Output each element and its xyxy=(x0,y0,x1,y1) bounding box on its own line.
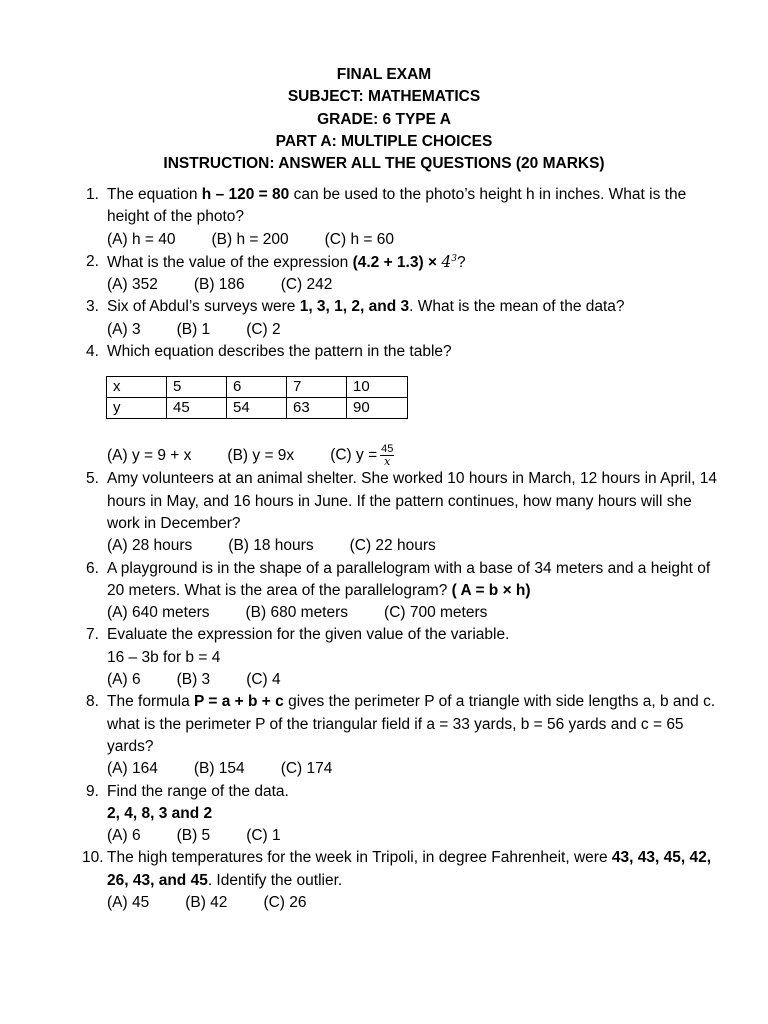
option-c[interactable]: (C) 22 hours xyxy=(349,537,436,555)
question-text xyxy=(107,847,726,892)
question-text xyxy=(107,184,726,229)
question-list xyxy=(82,184,726,914)
answer-options xyxy=(107,319,726,341)
text-part: can be used to the photo’s height h in inches. What is the height of the photo? xyxy=(107,186,687,226)
question-4 xyxy=(86,341,726,468)
pattern-table xyxy=(106,376,408,419)
question-text: Evaluate the expression for the given value of the variable. xyxy=(107,626,510,644)
question-number: 10. xyxy=(82,849,104,867)
answer-options xyxy=(107,602,726,624)
question-text: Which equation describes the pattern in the table? xyxy=(107,343,452,361)
bold-data: 43, 43, 45, 42, 26, 43, and 45 xyxy=(107,849,711,889)
text-part: The high temperatures for the week in Tripoli, in degree Fahrenheit, were xyxy=(107,849,612,867)
answer-options xyxy=(107,892,726,914)
table-cell: 6 xyxy=(227,377,287,398)
option-a[interactable]: (A) 28 hours xyxy=(107,537,193,555)
table-cell: x xyxy=(107,377,167,398)
table-cell: y xyxy=(107,398,167,419)
question-6 xyxy=(86,558,726,625)
question-text xyxy=(107,296,726,318)
fraction-numerator: 45 xyxy=(381,443,394,456)
question-number: 2. xyxy=(86,252,99,270)
text-part: ? xyxy=(456,253,466,271)
text-part: What is the value of the expression xyxy=(107,253,353,271)
answer-options xyxy=(107,229,726,251)
option-a[interactable]: (A) 6 xyxy=(107,827,141,845)
option-c[interactable]: (C) 700 meters xyxy=(384,604,488,622)
question-number: 8. xyxy=(86,693,99,711)
text-part: Six of Abdul’s surveys were xyxy=(107,298,300,316)
question-3 xyxy=(86,296,726,341)
question-text xyxy=(107,691,726,758)
text-part: The equation xyxy=(107,186,202,203)
exam-subject: SUBJECT: MATHEMATICS xyxy=(287,88,481,106)
option-c[interactable]: (C) 242 xyxy=(280,276,333,294)
exam-part: PART A: MULTIPLE CHOICES xyxy=(275,132,493,150)
option-b[interactable]: (B) 1 xyxy=(176,320,211,338)
question-number: 5. xyxy=(86,470,99,488)
option-c[interactable]: (C) 174 xyxy=(280,760,333,778)
table-cell: 63 xyxy=(287,398,347,419)
question-number: 7. xyxy=(86,626,99,644)
option-a[interactable]: (A) 3 xyxy=(107,320,141,338)
answer-options xyxy=(107,825,726,847)
question-1 xyxy=(86,184,726,251)
question-text: Find the range of the data. xyxy=(107,782,289,800)
fraction xyxy=(380,443,394,468)
table-cell: 5 xyxy=(167,377,227,398)
bold-data: 2, 4, 8, 3 and 2 xyxy=(107,804,213,822)
option-b[interactable]: (B) 154 xyxy=(193,760,245,778)
option-a[interactable]: (A) 164 xyxy=(107,760,158,778)
question-9 xyxy=(86,781,726,848)
option-c[interactable]: (C) 1 xyxy=(246,827,281,845)
answer-options xyxy=(107,758,726,780)
option-c[interactable]: (C) 26 xyxy=(263,894,307,912)
exam-header xyxy=(0,64,768,175)
question-number: 3. xyxy=(86,298,99,316)
option-a[interactable]: (A) 640 meters xyxy=(107,604,210,622)
table-cell: 90 xyxy=(347,398,408,419)
exam-instruction: INSTRUCTION: ANSWER ALL THE QUESTIONS (20 MARKS) xyxy=(163,155,605,173)
table-row xyxy=(107,377,408,398)
question-text xyxy=(107,251,726,274)
option-c[interactable]: (C) 2 xyxy=(246,320,281,338)
expression-line: 16 – 3b for b = 4 xyxy=(107,648,221,666)
option-c[interactable]: (C) h = 60 xyxy=(324,230,394,248)
answer-options xyxy=(107,443,726,468)
option-b[interactable]: (B) 18 hours xyxy=(228,537,314,555)
option-b[interactable]: (B) h = 200 xyxy=(211,230,289,248)
option-b[interactable]: (B) 186 xyxy=(193,276,245,294)
text-part: . What is the mean of the data? xyxy=(409,298,625,316)
option-a[interactable]: (A) 352 xyxy=(107,276,158,294)
option-b[interactable]: (B) 3 xyxy=(176,671,211,689)
table-cell: 10 xyxy=(347,377,408,398)
text-part: . Identify the outlier. xyxy=(207,871,343,889)
question-number: 9. xyxy=(86,782,99,800)
question-number: 4. xyxy=(86,343,99,361)
option-a[interactable]: (A) h = 40 xyxy=(107,230,176,248)
question-5 xyxy=(86,468,726,557)
bold-expression: (4.2 + 1.3) × xyxy=(352,253,438,271)
table-cell: 45 xyxy=(167,398,227,419)
text-part: A playground is in the shape of a parallelogram with a base of 34 meters and a height of 20 meters. What is the area of the parallelogram? xyxy=(107,559,711,599)
text-part: The formula xyxy=(107,693,195,711)
option-b[interactable]: (B) 42 xyxy=(185,894,228,912)
option-c-label: (C) y = xyxy=(330,446,378,464)
question-number: 6. xyxy=(86,559,99,577)
answer-options xyxy=(107,274,726,296)
question-8 xyxy=(86,691,726,780)
bold-formula: P = a + b + c xyxy=(194,693,284,711)
exam-title: FINAL EXAM xyxy=(336,66,432,83)
power-exponent: 3 xyxy=(451,253,457,264)
answer-options xyxy=(107,535,726,557)
exam-grade: GRADE: 6 TYPE A xyxy=(317,110,451,128)
power-base: 4 xyxy=(441,252,452,271)
option-a[interactable]: (A) 6 xyxy=(107,671,141,689)
option-a[interactable]: (A) y = 9 + x xyxy=(107,446,192,464)
table-cell: 7 xyxy=(287,377,347,398)
option-b[interactable]: (B) 680 meters xyxy=(245,604,349,622)
question-7 xyxy=(86,624,726,691)
bold-data: 1, 3, 1, 2, and 3 xyxy=(299,298,410,316)
table-row xyxy=(107,398,408,419)
text-part: gives the perimeter P of a triangle with side lengths a, b and c. what is the perimeter P of the triangular field if a = 33 yards, b = 56 yards and c = 65 yards? xyxy=(107,693,716,755)
table-cell: 54 xyxy=(227,398,287,419)
option-a[interactable]: (A) 45 xyxy=(107,894,150,912)
option-b[interactable]: (B) 5 xyxy=(176,827,211,845)
question-text xyxy=(107,558,726,603)
question-number: 1. xyxy=(86,186,99,203)
question-10 xyxy=(82,847,726,914)
fraction-denominator: x xyxy=(384,455,391,469)
question-2 xyxy=(86,251,726,297)
bold-equation: h – 120 = 80 xyxy=(201,186,290,203)
option-b[interactable]: (B) y = 9x xyxy=(227,446,295,464)
option-c[interactable] xyxy=(330,443,394,468)
question-text: Amy volunteers at an animal shelter. She worked 10 hours in March, 12 hours in April, 14 hours in May, and 16 hours in June. If the pattern continues, how many hours will she work in December? xyxy=(107,470,717,532)
option-c[interactable]: (C) 4 xyxy=(246,671,281,689)
bold-formula: ( A = b × h) xyxy=(451,581,531,599)
answer-options xyxy=(107,669,726,691)
